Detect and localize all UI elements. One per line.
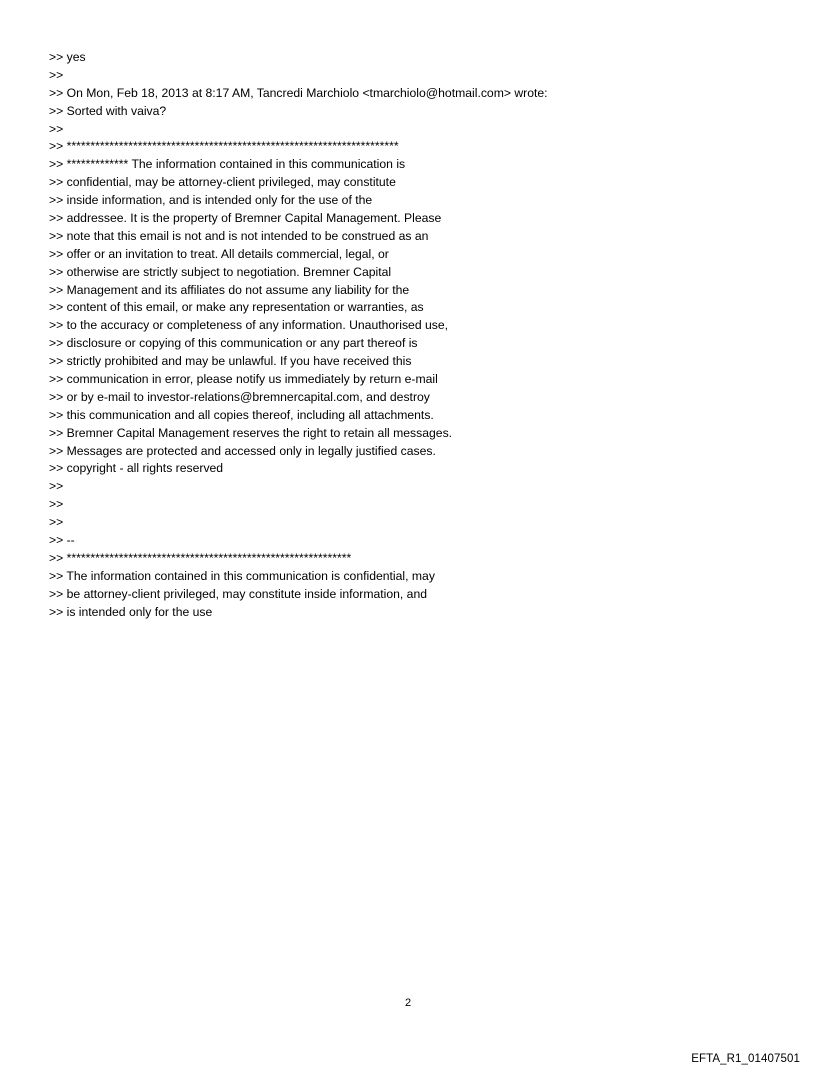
email-line: >> be attorney-client privileged, may constitute inside information, and	[49, 586, 428, 601]
email-line: >> confidential, may be attorney-client privileged, may constitute	[49, 175, 396, 190]
email-line: >> Messages are protected and accessed only in legally justified cases.	[49, 443, 436, 458]
page-number: 2	[404, 997, 412, 1009]
email-line: >>	[49, 67, 64, 82]
email-line: >> offer or an invitation to treat. All details commercial, legal, or	[49, 246, 389, 261]
email-line: >> content of this email, or make any representation or warranties, as	[49, 300, 424, 315]
email-line: >> communication in error, please notify us immediately by return e-mail	[49, 372, 438, 387]
email-line: >>	[49, 497, 64, 512]
email-line: >>	[49, 515, 64, 530]
email-line: >> strictly prohibited and may be unlawful. If you have received this	[49, 354, 412, 369]
email-line: >> **********************************************************************	[49, 139, 399, 154]
email-line: >> note that this email is not and is not intended to be construed as an	[49, 228, 429, 243]
email-line: >> copyright - all rights reserved	[49, 461, 224, 476]
email-line: >> ************************************************************	[49, 550, 352, 565]
document-id: EFTA_R1_01407501	[691, 1053, 800, 1065]
email-line: >> otherwise are strictly subject to negotiation. Bremner Capital	[49, 264, 392, 279]
email-line: >> to the accuracy or completeness of any information. Unauthorised use,	[49, 318, 449, 333]
email-line: >>	[49, 479, 64, 494]
email-body	[49, 49, 769, 622]
email-line: >> disclosure or copying of this communication or any part thereof is	[49, 336, 418, 351]
email-line: >> --	[49, 533, 75, 548]
email-line: >> or by e-mail to investor-relations@bremnercapital.com, and destroy	[49, 389, 430, 404]
email-line: >> inside information, and is intended only for the use of the	[49, 193, 373, 208]
email-line: >> ************* The information contained in this communication is	[49, 157, 406, 172]
email-line: >> this communication and all copies thereof, including all attachments.	[49, 407, 434, 422]
email-line: >> Management and its affiliates do not assume any liability for the	[49, 282, 410, 297]
email-line: >> Sorted with vaiva?	[49, 103, 167, 118]
email-line: >> yes	[49, 50, 86, 64]
email-line: >> On Mon, Feb 18, 2013 at 8:17 AM, Tancredi Marchiolo <tmarchiolo@hotmail.com> wrote:	[49, 85, 548, 100]
email-line: >> Bremner Capital Management reserves the right to retain all messages.	[49, 425, 453, 440]
email-line: >> addressee. It is the property of Bremner Capital Management. Please	[49, 211, 442, 226]
email-line: >> is intended only for the use	[49, 604, 213, 619]
email-line: >>	[49, 121, 64, 136]
email-line: >> The information contained in this communication is confidential, may	[49, 568, 435, 583]
